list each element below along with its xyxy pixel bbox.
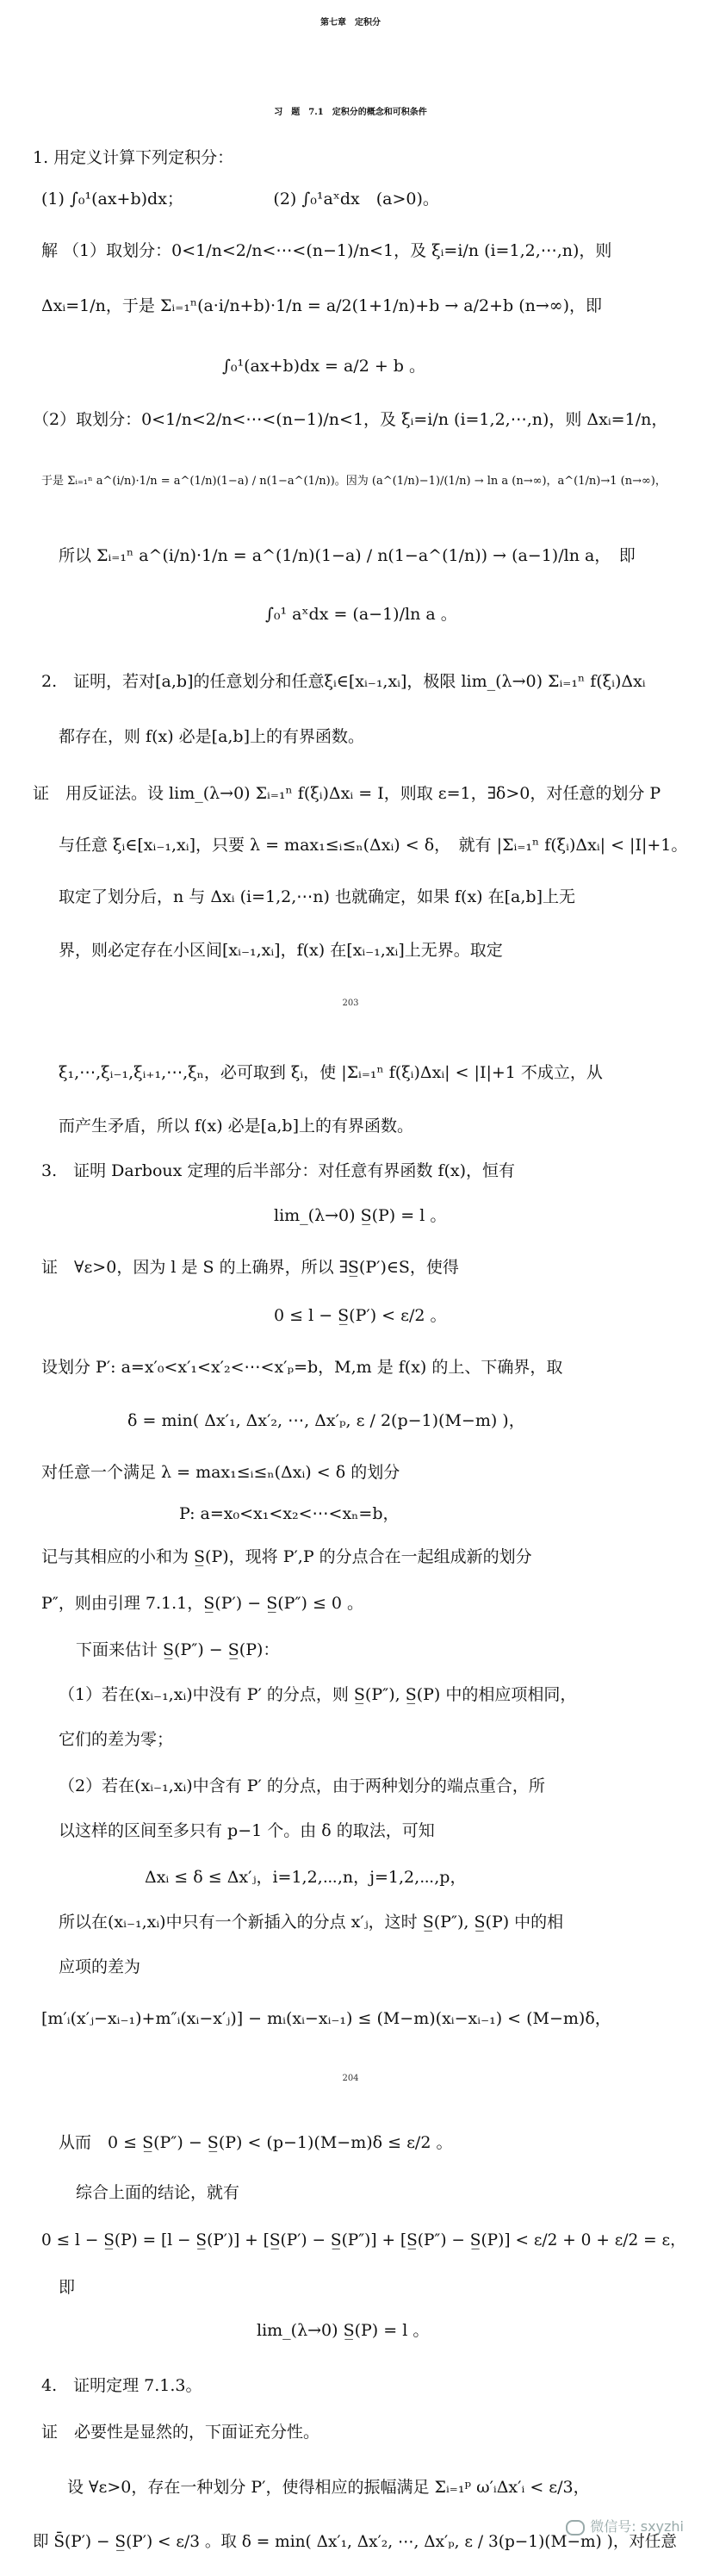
text-line: 都存在，则 f(x) 必是[a,b]上的有界函数。 [59,727,365,746]
text-line: 即 S̄(P′) − S̲(P′) < ε/3 。取 δ = min( Δx′₁, Δx′₂, ⋯, Δx′ₚ, ε / 3(p−1)(M−m) )，对任意 [33,2533,677,2551]
formula-line: lim_(λ→0) S̲(P) = l 。 [274,1206,447,1225]
text-line: 1. 用定义计算下列定积分： [33,148,234,167]
formula-line: P: a=x₀<x₁<x₂<⋯<xₙ=b， [179,1504,400,1523]
formula-line: Δxᵢ ≤ δ ≤ Δx′ⱼ，i=1,2,⋯,n，j=1,2,⋯,p， [145,1868,467,1887]
section-heading: 习 题 7.1 定积分的概念和可积条件 [274,108,427,117]
text-line: 所以 Σᵢ₌₁ⁿ a^(i/n)·1/n = a^(1/n)(1−a) / n(1−a^(1/n)) → (a−1)/ln a， 即 [59,546,636,565]
text-line: 2. 证明，若对[a,b]的任意划分和任意ξᵢ∈[xᵢ₋₁,xᵢ]，极限 lim_(λ→0) Σᵢ₌₁ⁿ f(ξᵢ)Δxᵢ [41,672,646,691]
text-line: Δxᵢ=1/n，于是 Σᵢ₌₁ⁿ(a·i/n+b)·1/n = a/2(1+1/n)+b → a/2+b (n→∞)，即 [41,296,603,315]
text-line: 于是 Σᵢ₌₁ⁿ a^(i/n)·1/n = a^(1/n)(1−a) / n(1−a^(1/n))。因为 (a^(1/n)−1)/(1/n) → ln a (n→∞)，a^(1/n)→1 (n→∞)， [41,475,667,488]
text-line: P″，则由引理 7.1.1，S̲(P′) − S̲(P″) ≤ 0 。 [41,1594,364,1613]
text-line: 下面来估计 S̲(P″) − S̲(P)： [76,1640,280,1659]
text-line: 解 （1）取划分：0<1/n<2/n<⋯<(n−1)/n<1，及 ξᵢ=i/n (i=1,2,⋯,n)，则 [41,241,612,260]
text-line: （1）若在(xᵢ₋₁,xᵢ)中没有 P′ 的分点，则 S̲(P″), S̲(P) 中的相应项相同， [59,1685,577,1704]
text-line: 3. 证明 Darboux 定理的后半部分：对任意有界函数 f(x)，恒有 [41,1161,516,1180]
text-line: （2）若在(xᵢ₋₁,xᵢ)中含有 P′ 的分点，由于两种划分的端点重合，所 [59,1776,545,1795]
text-line: 证 ∀ε>0，因为 l 是 S 的上确界，所以 ∃S̲(P′)∈S，使得 [41,1258,459,1277]
text-line: 与任意 ξᵢ∈[xᵢ₋₁,xᵢ]，只要 λ = max₁≤ᵢ≤ₙ(Δxᵢ) < δ， 就有 |Σᵢ₌₁ⁿ f(ξᵢ)Δxᵢ| < |I|+1。 [59,836,688,855]
formula-line: lim_(λ→0) S̲(P) = l 。 [257,2321,430,2340]
text-line: 它们的差为零； [59,1730,174,1749]
formula-line: 0 ≤ l − S̲(P′) < ε/2 。 [274,1306,447,1325]
text-line: 即 [59,2278,76,2297]
text-line: 4. 证明定理 7.1.3。 [41,2376,202,2395]
page-number: 203 [342,999,359,1008]
text-line: 综合上面的结论，就有 [76,2183,240,2202]
text-line: 界，则必定存在小区间[xᵢ₋₁,xᵢ]，f(x) 在[xᵢ₋₁,xᵢ]上无界。取定 [59,941,503,960]
text-line: (1) ∫₀¹(ax+b)dx； (2) ∫₀¹aˣdx (a>0)。 [41,190,439,208]
text-line: 对任意一个满足 λ = max₁≤ᵢ≤ₙ(Δxᵢ) < δ 的划分 [41,1463,400,1482]
watermark [566,2516,684,2536]
text-line: 从而 0 ≤ S̲(P″) − S̲(P) < (p−1)(M−m)δ ≤ ε/2 。 [59,2133,453,2152]
text-line: 所以在(xᵢ₋₁,xᵢ)中只有一个新插入的分点 x′ⱼ，这时 S̲(P″), S̲(P) 中的相 [59,1913,564,1932]
wechat-icon [566,2520,585,2536]
watermark-text: 微信号: sxyzhi [590,2518,684,2535]
text-line: （2）取划分：0<1/n<2/n<⋯<(n−1)/n<1，及 ξᵢ=i/n (i=1,2,⋯,n)，则 Δxᵢ=1/n， [33,410,668,429]
chapter-title: 第七章 定积分 [320,18,381,28]
page-number: 204 [342,2074,359,2083]
text-line: 证 必要性是显然的，下面证充分性。 [41,2423,320,2442]
formula-line: 0 ≤ l − S̲(P) = [l − S̲(P′)] + [S̲(P′) − S̲(P″)] + [S̲(P″) − S̲(P)] < ε/2 + 0 + ε/2 = ε， [41,2231,686,2249]
text-line: 记与其相应的小和为 S̲(P)，现将 P′,P 的分点合在一起组成新的划分 [41,1547,532,1566]
text-line: 取定了划分后，n 与 Δxᵢ (i=1,2,⋯n) 也就确定，如果 f(x) 在[a,b]上无 [59,887,575,906]
formula-line: [m′ᵢ(x′ⱼ−xᵢ₋₁)+m″ᵢ(xᵢ−x′ⱼ)] − mᵢ(xᵢ−xᵢ₋₁) ≤ (M−m)(xᵢ−xᵢ₋₁) < (M−m)δ， [41,2009,611,2028]
text-line: 应项的差为 [59,1957,141,1976]
text-line: ξ₁,⋯,ξᵢ₋₁,ξᵢ₊₁,⋯,ξₙ，必可取到 ξᵢ，使 |Σᵢ₌₁ⁿ f(ξᵢ)Δxᵢ| < |I|+1 不成立，从 [59,1063,603,1082]
text-line: 设划分 P′: a=x′₀<x′₁<x′₂<⋯<x′ₚ=b，M,m 是 f(x) 的上、下确界，取 [41,1358,563,1377]
formula-line: ∫₀¹ aˣdx = (a−1)/ln a 。 [265,605,457,624]
text-line: 以这样的区间至多只有 p−1 个。由 δ 的取法，可知 [59,1821,435,1840]
text-line: 证 用反证法。设 lim_(λ→0) Σᵢ₌₁ⁿ f(ξᵢ)Δxᵢ = I，则取 ε=1，∃δ>0，对任意的划分 P [33,784,661,803]
text-line: 设 ∀ε>0，存在一种划分 P′，使得相应的振幅满足 Σᵢ₌₁ᵖ ω′ᵢΔx′ᵢ < ε/3， [67,2478,590,2497]
formula-line: δ = min( Δx′₁, Δx′₂, ⋯, Δx′ₚ, ε / 2(p−1)(M−m) )， [127,1411,525,1430]
formula-line: ∫₀¹(ax+b)dx = a/2 + b 。 [222,357,425,376]
text-line: 而产生矛盾，所以 f(x) 必是[a,b]上的有界函数。 [59,1117,414,1136]
